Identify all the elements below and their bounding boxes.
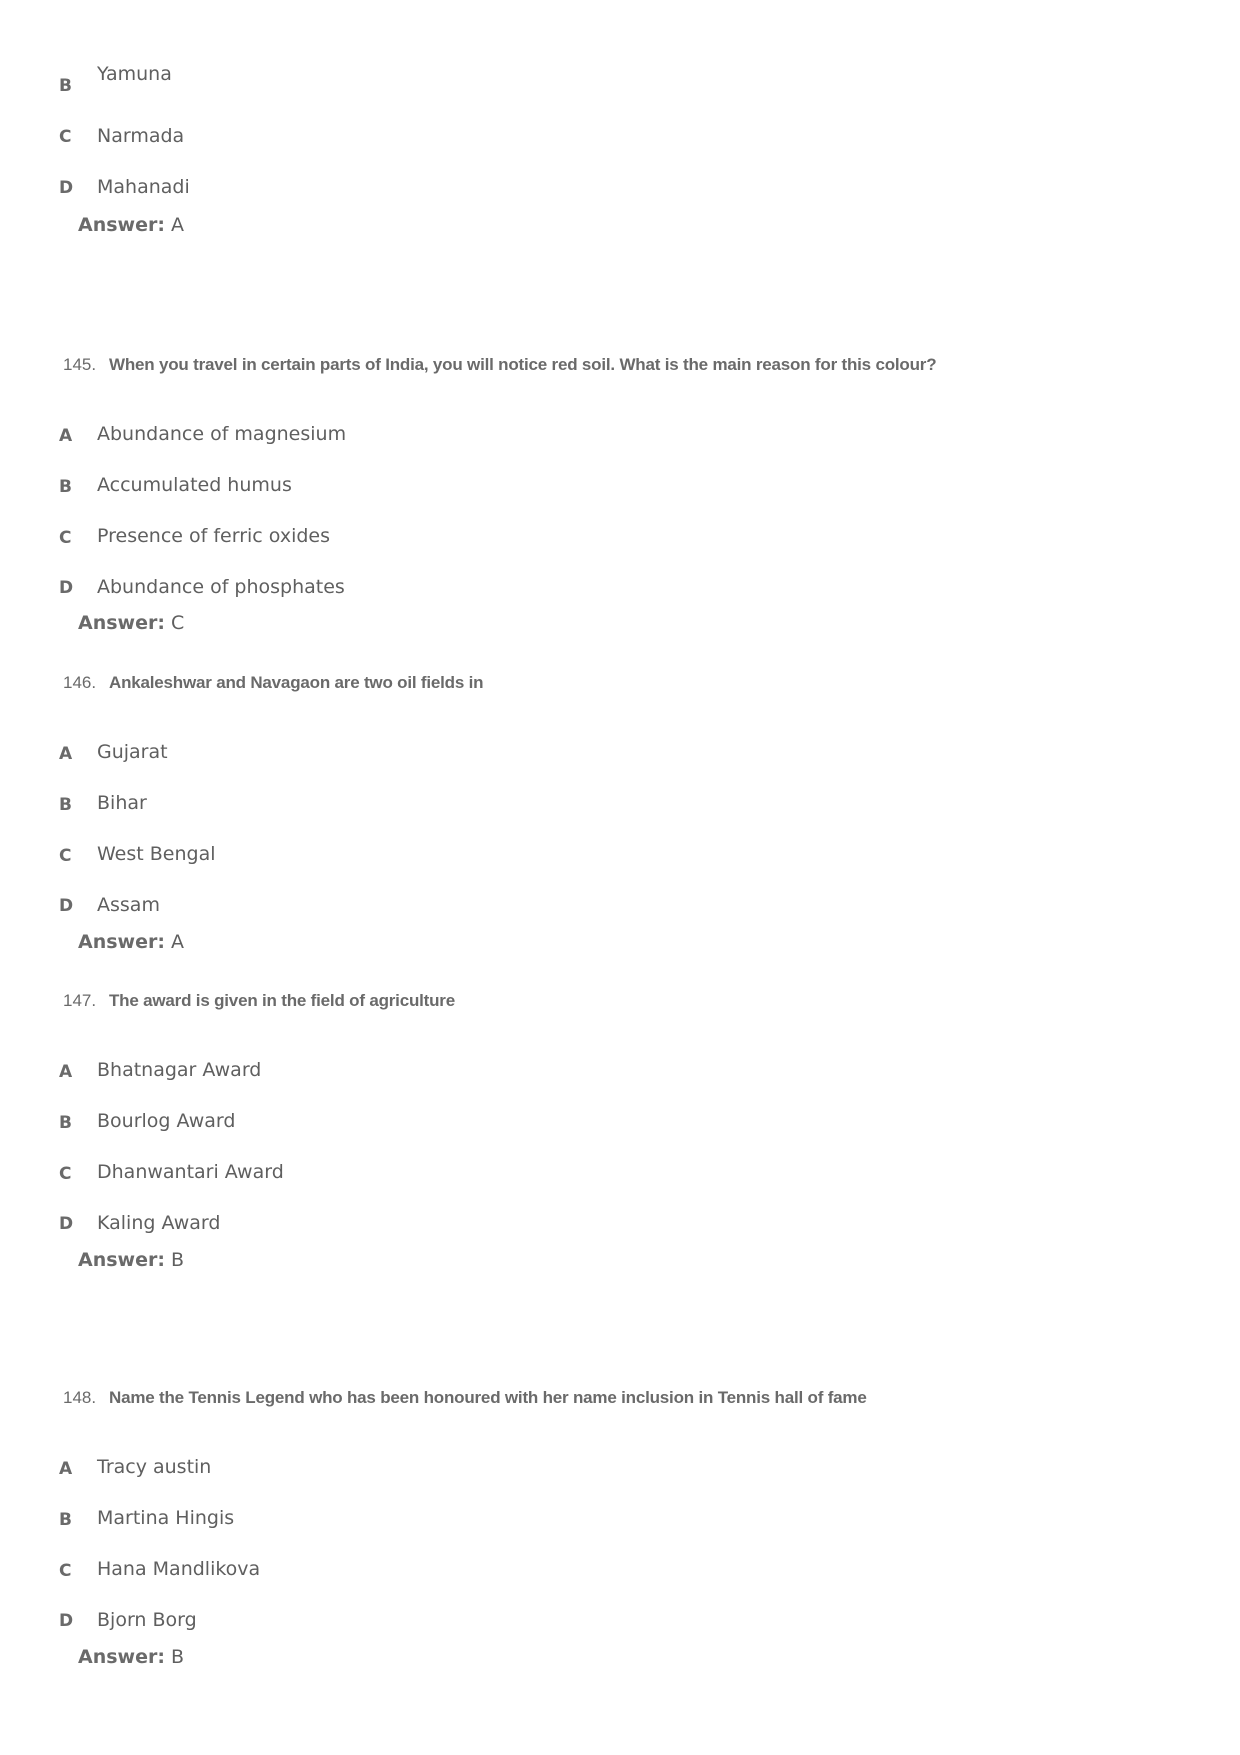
option-text: Dhanwantari Award <box>97 1161 284 1183</box>
answer-line <box>78 1249 184 1271</box>
answer-label: Answer: <box>78 612 165 634</box>
option-letter: C <box>59 127 72 147</box>
answer-value: B <box>171 1249 185 1271</box>
option-letter: B <box>59 1510 72 1530</box>
answer-label: Answer: <box>78 931 165 953</box>
option-text: Bhatnagar Award <box>97 1059 262 1081</box>
option-text: Presence of ferric oxides <box>97 525 331 547</box>
option-text: Hana Mandlikova <box>97 1558 261 1580</box>
question-number: 146. <box>63 673 97 692</box>
option-letter: D <box>59 896 74 916</box>
option-letter: C <box>59 846 72 866</box>
option-letter: B <box>59 76 72 96</box>
answer-value: A <box>171 931 184 953</box>
question-number: 148. <box>63 1388 97 1407</box>
option-letter: C <box>59 1164 72 1184</box>
answer-line <box>78 1646 184 1668</box>
option-letter: D <box>59 578 74 598</box>
option-letter: A <box>59 744 73 764</box>
option-letter: A <box>59 1062 73 1082</box>
option-text: Assam <box>97 894 160 916</box>
option-letter: C <box>59 528 72 548</box>
option-text: Accumulated humus <box>97 474 292 496</box>
question-number: 145. <box>63 355 97 374</box>
option-text: Kaling Award <box>97 1212 221 1234</box>
answer-line <box>78 931 184 953</box>
option-letter: B <box>59 1113 72 1133</box>
option-text: Yamuna <box>97 63 172 85</box>
option-letter: B <box>59 795 72 815</box>
option-text: Tracy austin <box>97 1456 212 1478</box>
option-letter: D <box>59 178 74 198</box>
answer-line <box>78 214 184 236</box>
option-text: Bihar <box>97 792 147 814</box>
option-text: Mahanadi <box>97 176 190 198</box>
option-letter: B <box>59 477 72 497</box>
answer-value: A <box>171 214 184 236</box>
answer-value: B <box>171 1646 185 1668</box>
answer-label: Answer: <box>78 1249 165 1271</box>
option-text: Narmada <box>97 125 185 147</box>
question-number: 147. <box>63 991 97 1010</box>
option-letter: D <box>59 1214 74 1234</box>
option-letter: A <box>59 1459 73 1479</box>
option-text: West Bengal <box>97 843 216 865</box>
answer-label: Answer: <box>78 214 165 236</box>
option-text: Bjorn Borg <box>97 1609 197 1631</box>
question-text: Name the Tennis Legend who has been honoured with her name inclusion in Tennis hall of fame <box>109 1388 867 1407</box>
answer-label: Answer: <box>78 1646 165 1668</box>
option-letter: A <box>59 426 73 446</box>
option-letter: C <box>59 1561 72 1581</box>
question-text: The award is given in the field of agriculture <box>109 991 455 1010</box>
answer-value: C <box>171 612 185 634</box>
option-text: Gujarat <box>97 741 168 763</box>
question-text: When you travel in certain parts of India, you will notice red soil. What is the main reason for this colour? <box>109 355 937 374</box>
option-text: Abundance of phosphates <box>97 576 345 598</box>
option-text: Bourlog Award <box>97 1110 236 1132</box>
option-letter: D <box>59 1611 74 1631</box>
answer-line <box>78 612 184 634</box>
option-text: Martina Hingis <box>97 1507 235 1529</box>
question-text: Ankaleshwar and Navagaon are two oil fields in <box>109 673 484 692</box>
option-text: Abundance of magnesium <box>97 423 347 445</box>
